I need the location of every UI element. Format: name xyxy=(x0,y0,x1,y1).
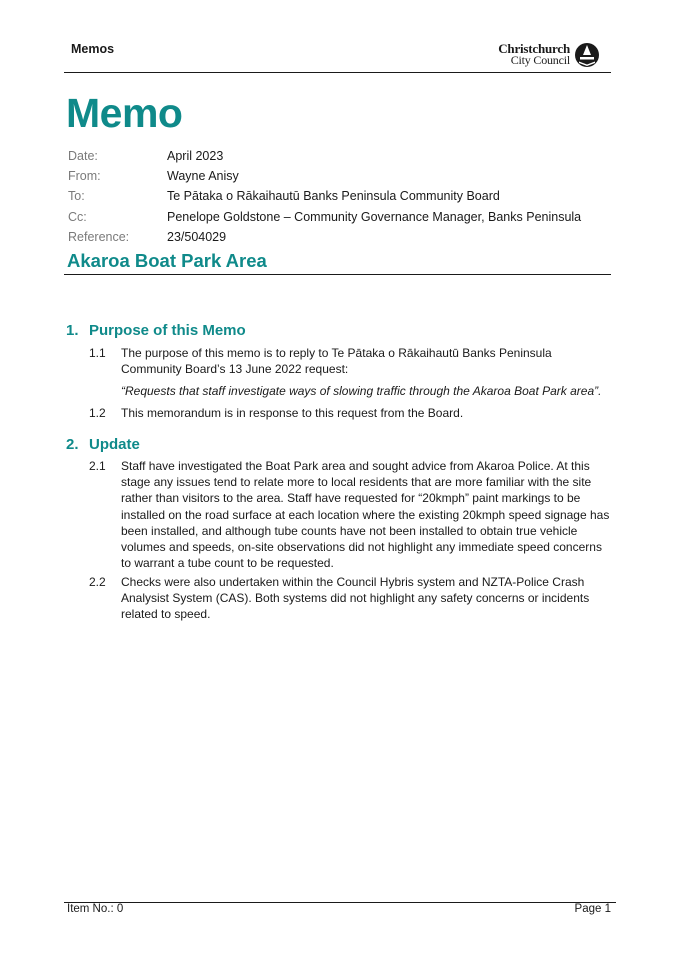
paragraph-text: Checks were also undertaken within the Council Hybris system and NZTA-Police Crash Analysist System (CAS). Both systems did not highlight any safety concerns or incidents related to speed. xyxy=(121,575,590,622)
meta-row-cc xyxy=(68,207,581,227)
board-request-quote: “Requests that staff investigate ways of slowing traffic through the Akaroa Boat Park area”. xyxy=(121,384,602,398)
paragraph-number: 1.2 xyxy=(89,406,106,420)
meta-row-from xyxy=(68,166,581,186)
header-label: Memos xyxy=(71,42,115,56)
paragraph-2-2 xyxy=(89,574,615,623)
paragraph-number: 2.2 xyxy=(89,575,106,589)
meta-row-to xyxy=(68,186,581,206)
section-title: Purpose of this Memo xyxy=(89,322,246,339)
meta-value: Wayne Anisy xyxy=(167,169,239,184)
cathedral-logo-icon xyxy=(574,42,600,68)
meta-label: Reference: xyxy=(68,229,130,244)
paragraph-text: This memorandum is in response to this request from the Board. xyxy=(121,406,464,420)
paragraph-text: Staff have investigated the Boat Park area and sought advice from Akaroa Police. At this stage any issues tend to relate more to local residents that are more familiar with the site rather than visitors to the area. Staff have requested for “20kmph” paint markings to be installed on the road surface at each location where the existing 20kmph speed signage has been installed, and although tube counts have not been installed to obtain true vehicle volumes and speeds, on-site observations did not highlight any immediate speed concerns to warrant a tube count to be requested. xyxy=(121,459,610,571)
meta-value: 23/504029 xyxy=(167,229,227,244)
meta-label: Cc: xyxy=(68,209,87,224)
meta-label: From: xyxy=(68,169,101,184)
paragraph-1-1 xyxy=(89,345,615,377)
meta-row-date xyxy=(68,146,581,166)
meta-value: Penelope Goldstone – Community Governance Manager, Banks Peninsula xyxy=(167,209,582,224)
logo-line1: Christchurch xyxy=(498,41,570,56)
paragraph-number: 1.1 xyxy=(89,346,106,360)
paragraph-1-2 xyxy=(89,405,615,421)
meta-label: Date: xyxy=(68,149,98,164)
paragraph-number: 2.1 xyxy=(89,459,106,473)
meta-value: Te Pātaka o Rākaihautū Banks Peninsula Community Board xyxy=(167,189,500,204)
meta-value: April 2023 xyxy=(167,149,224,164)
section-heading-update xyxy=(66,436,140,453)
footer-page-number: Page 1 xyxy=(574,903,611,915)
memo-meta xyxy=(68,146,581,247)
memo-subject: Akaroa Boat Park Area xyxy=(67,250,267,271)
section-title: Update xyxy=(89,436,140,453)
section-heading-purpose xyxy=(66,322,246,339)
memo-title: Memo xyxy=(66,90,183,136)
footer-item-number: Item No.: 0 xyxy=(67,903,124,915)
footer-rule xyxy=(64,902,616,903)
subject-rule xyxy=(64,274,611,275)
paragraph-text: The purpose of this memo is to reply to Te Pātaka o Rākaihautū Banks Peninsula Community Board’s 13 June 2022 request: xyxy=(121,346,552,377)
header-rule xyxy=(64,72,611,73)
meta-row-reference xyxy=(68,227,581,247)
logo-line2: City Council xyxy=(510,53,570,67)
section-number: 1. xyxy=(66,322,79,339)
meta-label: To: xyxy=(68,189,85,204)
council-logo xyxy=(496,41,600,69)
section-number: 2. xyxy=(66,436,79,453)
paragraph-2-1 xyxy=(89,458,615,571)
